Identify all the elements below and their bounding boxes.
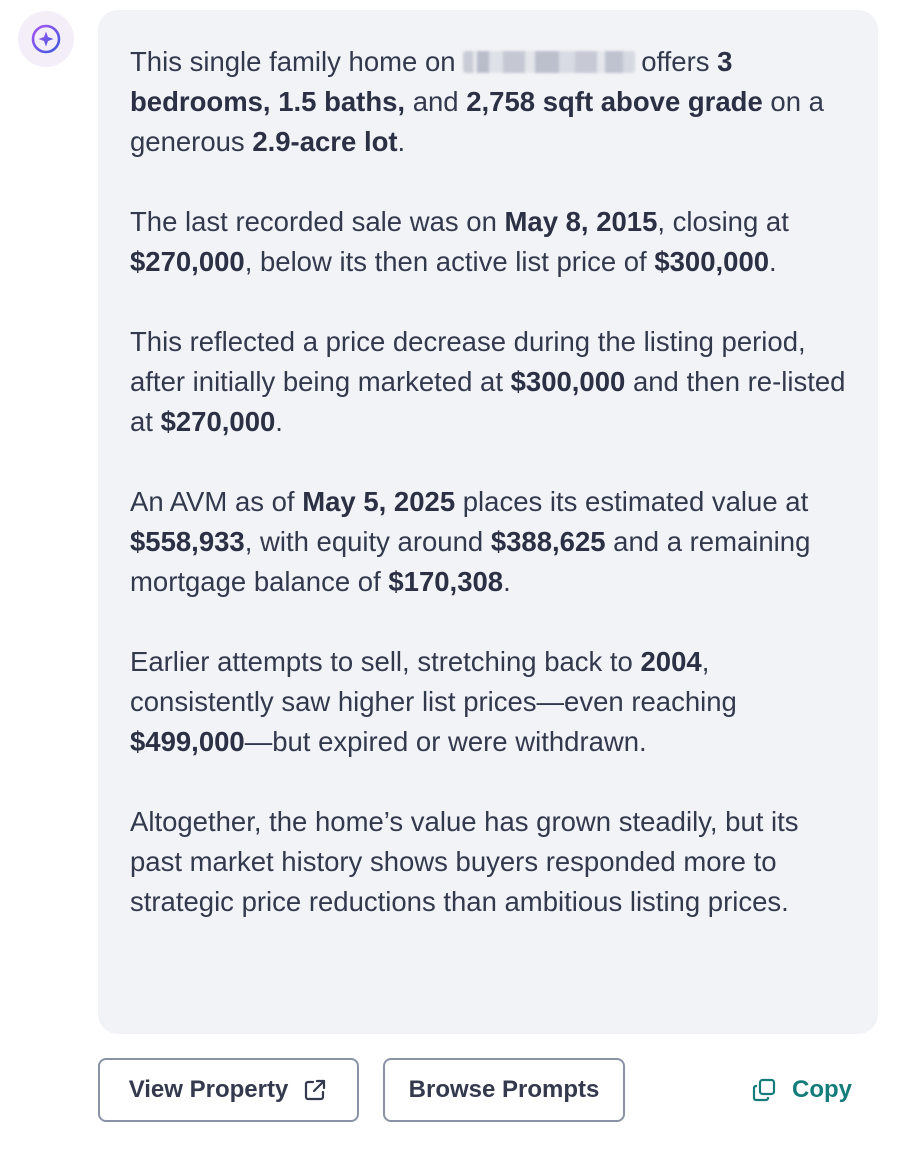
- message-paragraph-property-summary: [130, 42, 850, 162]
- assistant-message-bubble: [98, 10, 878, 1034]
- text-segment: on a generous: [130, 86, 824, 157]
- text-segment: Altogether, the home’s value has grown steadily, but its past market history shows buyers responded more to strategic price reductions than ambitious listing prices.: [130, 806, 799, 917]
- text-segment: offers: [641, 46, 718, 77]
- text-segment: , consistently saw higher list prices—even reaching: [130, 646, 737, 717]
- text-segment: An AVM as of: [130, 486, 303, 517]
- text-segment: places its estimated value at: [455, 486, 809, 517]
- redacted-address: [463, 51, 635, 73]
- text-segment: Earlier attempts to sell, stretching back to: [130, 646, 641, 677]
- assistant-avatar: [18, 11, 74, 67]
- list-price: $300,000: [654, 246, 770, 277]
- text-segment: , closing at: [657, 206, 789, 237]
- text-segment: , below its then active list price of: [244, 246, 655, 277]
- text-segment: —but expired or were withdrawn.: [244, 726, 647, 757]
- text-segment: , with equity around: [244, 526, 491, 557]
- external-link-icon: [302, 1077, 328, 1103]
- bedrooms-baths: 3 bedrooms, 1.5 baths,: [130, 46, 733, 117]
- equity-amount: $388,625: [490, 526, 606, 557]
- text-segment: This reflected a price decrease during the listing period, after initially being marketed at: [130, 326, 806, 397]
- mortgage-balance: $170,308: [388, 566, 504, 597]
- message-paragraph-last-sale: [130, 202, 850, 282]
- view-property-label: View Property: [128, 1076, 289, 1103]
- text-segment: This single family home on: [130, 46, 464, 77]
- lot-size: 2.9-acre lot: [252, 126, 398, 157]
- browse-prompts-button[interactable]: [383, 1058, 625, 1122]
- relist-price: $270,000: [160, 406, 276, 437]
- avm-date: May 5, 2025: [302, 486, 456, 517]
- view-property-button[interactable]: [98, 1058, 359, 1122]
- earliest-year: 2004: [640, 646, 702, 677]
- copy-button[interactable]: [750, 1070, 852, 1110]
- text-segment: .: [397, 126, 406, 157]
- square-footage: 2,758 sqft above grade: [466, 86, 763, 117]
- copy-label: Copy: [792, 1076, 852, 1103]
- text-segment: .: [769, 246, 777, 277]
- estimated-value: $558,933: [130, 526, 245, 557]
- highest-list-price: $499,000: [130, 726, 245, 757]
- text-segment: .: [503, 566, 511, 597]
- copy-icon: [750, 1076, 778, 1104]
- sparkle-icon: [29, 22, 63, 56]
- message-paragraph-avm: [130, 482, 850, 602]
- text-segment: The last recorded sale was on: [130, 206, 505, 237]
- initial-list-price: $300,000: [510, 366, 626, 397]
- sale-date: May 8, 2015: [504, 206, 658, 237]
- sale-price: $270,000: [130, 246, 245, 277]
- text-segment: and a remaining mortgage balance of: [130, 526, 811, 597]
- text-segment: and: [405, 86, 467, 117]
- message-paragraph-conclusion: [130, 802, 850, 922]
- message-paragraph-price-decrease: [130, 322, 850, 442]
- browse-prompts-label: Browse Prompts: [408, 1076, 600, 1103]
- message-paragraph-earlier-attempts: [130, 642, 850, 762]
- text-segment: and then re-listed at: [130, 366, 846, 437]
- text-segment: .: [275, 406, 283, 437]
